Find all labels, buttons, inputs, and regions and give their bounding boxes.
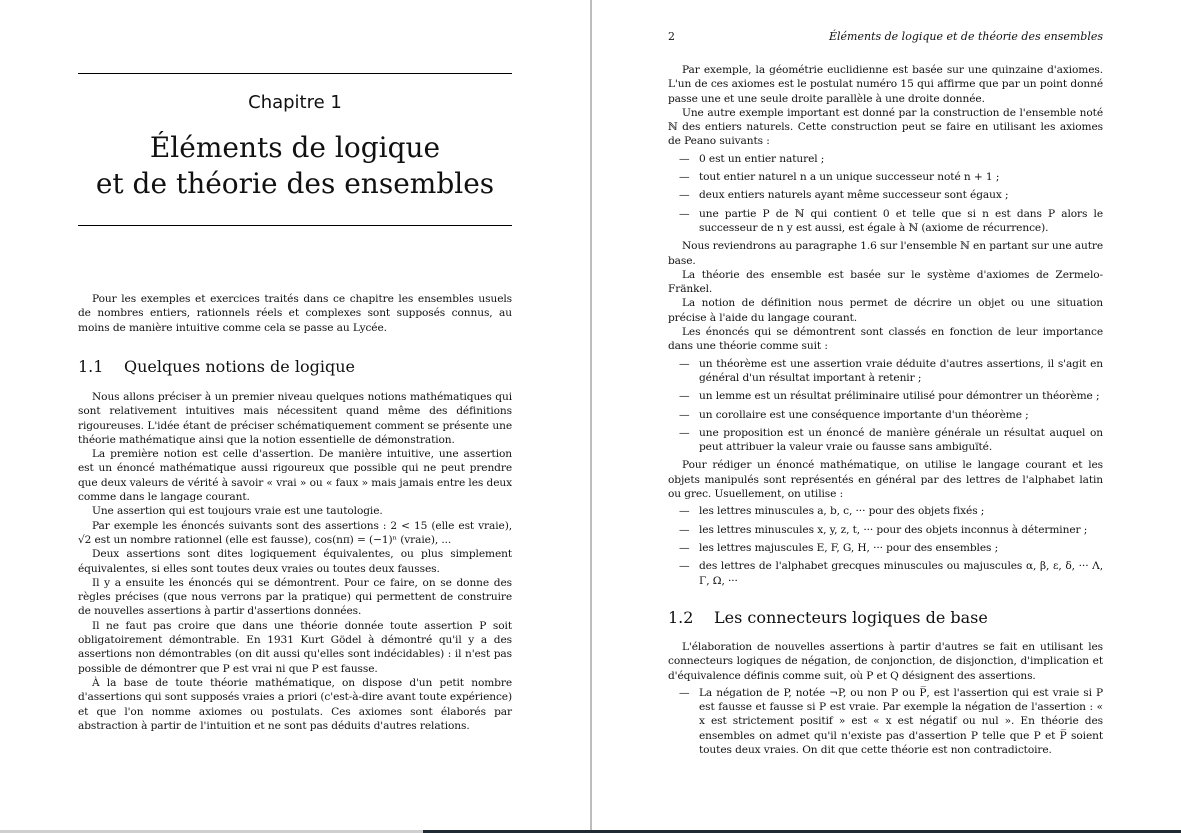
paragraph: Pour rédiger un énoncé mathématique, on utilise le langage courant et les objets manipulés sont représentés en général par des lettres de l'alphabet latin ou grec. Usuellement, on utilise : bbox=[668, 459, 1103, 501]
list-item: — les lettres majuscules E, F, G, H, ··· pour des ensembles ; bbox=[668, 541, 1103, 555]
paragraph: Il y a ensuite les énoncés qui se démontrent. Pour ce faire, on se donne des règles précises (que nous verrons par la pratique) qui permettent de construire de nouvelles assertions à partir d'assertions données. bbox=[78, 576, 512, 618]
right-page-body-top bbox=[668, 63, 1103, 592]
peano-axioms-list bbox=[668, 152, 1103, 235]
paragraph: Une autre exemple important est donné par la construction de l'ensemble noté ℕ des entiers naturels. Cette construction peut se faire en utilisant les axiomes de Peano suivants : bbox=[668, 106, 1103, 148]
intro-paragraph: Pour les exemples et exercices traités dans ce chapitre les ensembles usuels de nombres entiers, rationnels réels et complexes sont supposés connus, au moins de manière intuitive comme cela se passe au Lycée. bbox=[78, 293, 512, 334]
section-title: Quelques notions de logique bbox=[124, 357, 355, 376]
right-page-body-bottom bbox=[668, 640, 1103, 761]
section-number: 1.1 bbox=[78, 357, 104, 376]
list-item: — tout entier naturel n a un unique successeur noté n + 1 ; bbox=[668, 170, 1103, 184]
paragraph: Deux assertions sont dites logiquement équivalentes, ou plus simplement équivalentes, si elles sont toutes deux vraies ou toutes deux fausses. bbox=[78, 548, 512, 575]
paragraph: La notion de définition nous permet de décrire un objet ou une situation précise à l'aide du langage courant. bbox=[668, 297, 1103, 324]
list-item: — La négation de P, notée ¬P, ou non P ou P̅, est l'assertion qui est vraie si P est fausse et fausse si P est vraie. Par exemple la négation de l'assertion : « x est strictement positif » est « x est négatif ou nul ». En théorie des ensembles on admet qu'il n'existe pas d'assertion P telle que P et P̅ soient toutes deux vraies. On dit que cette théorie est non contradictoire. bbox=[668, 686, 1103, 757]
chapter-title-line1: Éléments de logique bbox=[149, 131, 441, 164]
section-heading-1-2 bbox=[668, 608, 1103, 627]
list-item: — une partie P de ℕ qui contient 0 et telle que si n est dans P alors le successeur de n y est aussi, est égale à ℕ (axiome de récurrence). bbox=[668, 207, 1103, 236]
page-number: 2 bbox=[668, 30, 675, 43]
paragraph: À la base de toute théorie mathématique, on dispose d'un petit nombre d'assertions qui sont supposés vraies a priori (c'est-à-dire avant toute expérience) et que l'on nomme axiomes ou postulats. Ces axiomes sont élaborés par abstraction à partir de l'intuition et ne sont pas déduits d'autres relations. bbox=[78, 676, 512, 732]
list-item: — un théorème est une assertion vraie déduite d'autres assertions, il s'agit en général d'un résultat important à retenir ; bbox=[668, 357, 1103, 386]
list-item: — un corollaire est une conséquence importante d'un théorème ; bbox=[668, 408, 1103, 422]
chapter-intro bbox=[78, 292, 512, 335]
paragraph: Par exemple, la géométrie euclidienne est basée sur une quinzaine d'axiomes. L'un de ces axiomes est le postulat numéro 15 qui affirme que par un point donné passe une et une seule droite parallèle à une droite donnée. bbox=[668, 64, 1103, 105]
list-item: — les lettres minuscules a, b, c, ··· pour des objets fixés ; bbox=[668, 504, 1103, 518]
chapter-label: Chapitre 1 bbox=[248, 92, 342, 113]
section-1-1-body bbox=[78, 390, 512, 733]
paragraph: Nous allons préciser à un premier niveau quelques notions mathématiques qui sont relativement intuitives mais nécessitent quand même des définitions rigoureuses. L'idée étant de préciser schématiquement comment se présente une théorie mathématique ainsi que la notion essentielle de démonstration. bbox=[78, 391, 512, 446]
chapter-title-line2: et de théorie des ensembles bbox=[95, 167, 495, 200]
statement-classes-list bbox=[668, 357, 1103, 455]
paragraph: Une assertion qui est toujours vraie est une tautologie. bbox=[92, 505, 383, 518]
list-item: — un lemme est un résultat préliminaire utilisé pour démontrer un théorème ; bbox=[668, 389, 1103, 403]
chapter-title bbox=[78, 130, 512, 202]
section-number: 1.2 bbox=[668, 608, 694, 627]
chapter-bottom-rule bbox=[78, 225, 512, 226]
running-title: Éléments de logique et de théorie des ensembles bbox=[828, 30, 1103, 43]
paragraph: La première notion est celle d'assertion. De manière intuitive, une assertion est un énoncé mathématique aussi rigoureux que possible qui ne peut prendre que deux valeurs de vérité à savoir « vrai » ou « faux » mais jamais entre les deux comme dans le langage courant. bbox=[78, 448, 512, 504]
list-item: — deux entiers naturels ayant même successeur sont égaux ; bbox=[668, 188, 1103, 202]
paragraph: Nous reviendrons au paragraphe 1.6 sur l'ensemble ℕ en partant sur une autre base. bbox=[668, 240, 1103, 267]
list-item: — une proposition est un énoncé de manière générale un résultat auquel on peut attribuer la valeur vraie ou fausse sans ambiguïté. bbox=[668, 426, 1103, 455]
paragraph: Les énoncés qui se démontrent sont classés en fonction de leur importance dans une théorie comme suit : bbox=[668, 326, 1103, 353]
list-item: — les lettres minuscules x, y, z, t, ··· pour des objets inconnus à déterminer ; bbox=[668, 523, 1103, 537]
chapter-top-rule bbox=[78, 73, 512, 74]
paragraph: Il ne faut pas croire que dans une théorie donnée toute assertion P soit obligatoirement démontrable. En 1931 Kurt Gödel à démontré qu'il y a des assertions non démontrables (on dit aussi qu'elles sont indécidables) : il n'est pas possible de démontrer que P est vrai ni que P est fausse. bbox=[78, 619, 512, 675]
connectors-list bbox=[668, 686, 1103, 757]
paragraph: L'élaboration de nouvelles assertions à partir d'autres se fait en utilisant les connecteurs logiques de négation, de conjonction, de disjonction, d'implication et d'équivalence définis comme suit, où P et Q désignent des assertions. bbox=[668, 641, 1103, 682]
section-heading-1-1 bbox=[78, 357, 512, 376]
list-item: — 0 est un entier naturel ; bbox=[668, 152, 1103, 166]
paragraph: Par exemple les énoncés suivants sont des assertions : 2 < 15 (elle est vraie), √2 est un nombre rationnel (elle est fausse), cos(nπ) = (−1)ⁿ (vraie), ... bbox=[78, 519, 512, 546]
paragraph: La théorie des ensemble est basée sur le système d'axiomes de Zermelo-Fränkel. bbox=[668, 268, 1103, 296]
left-page bbox=[0, 0, 590, 833]
letters-list bbox=[668, 504, 1103, 587]
section-title: Les connecteurs logiques de base bbox=[714, 608, 988, 627]
list-item: — des lettres de l'alphabet grecques minuscules ou majuscules α, β, ε, δ, ··· Λ, Γ, Ω, ··· bbox=[668, 559, 1103, 588]
